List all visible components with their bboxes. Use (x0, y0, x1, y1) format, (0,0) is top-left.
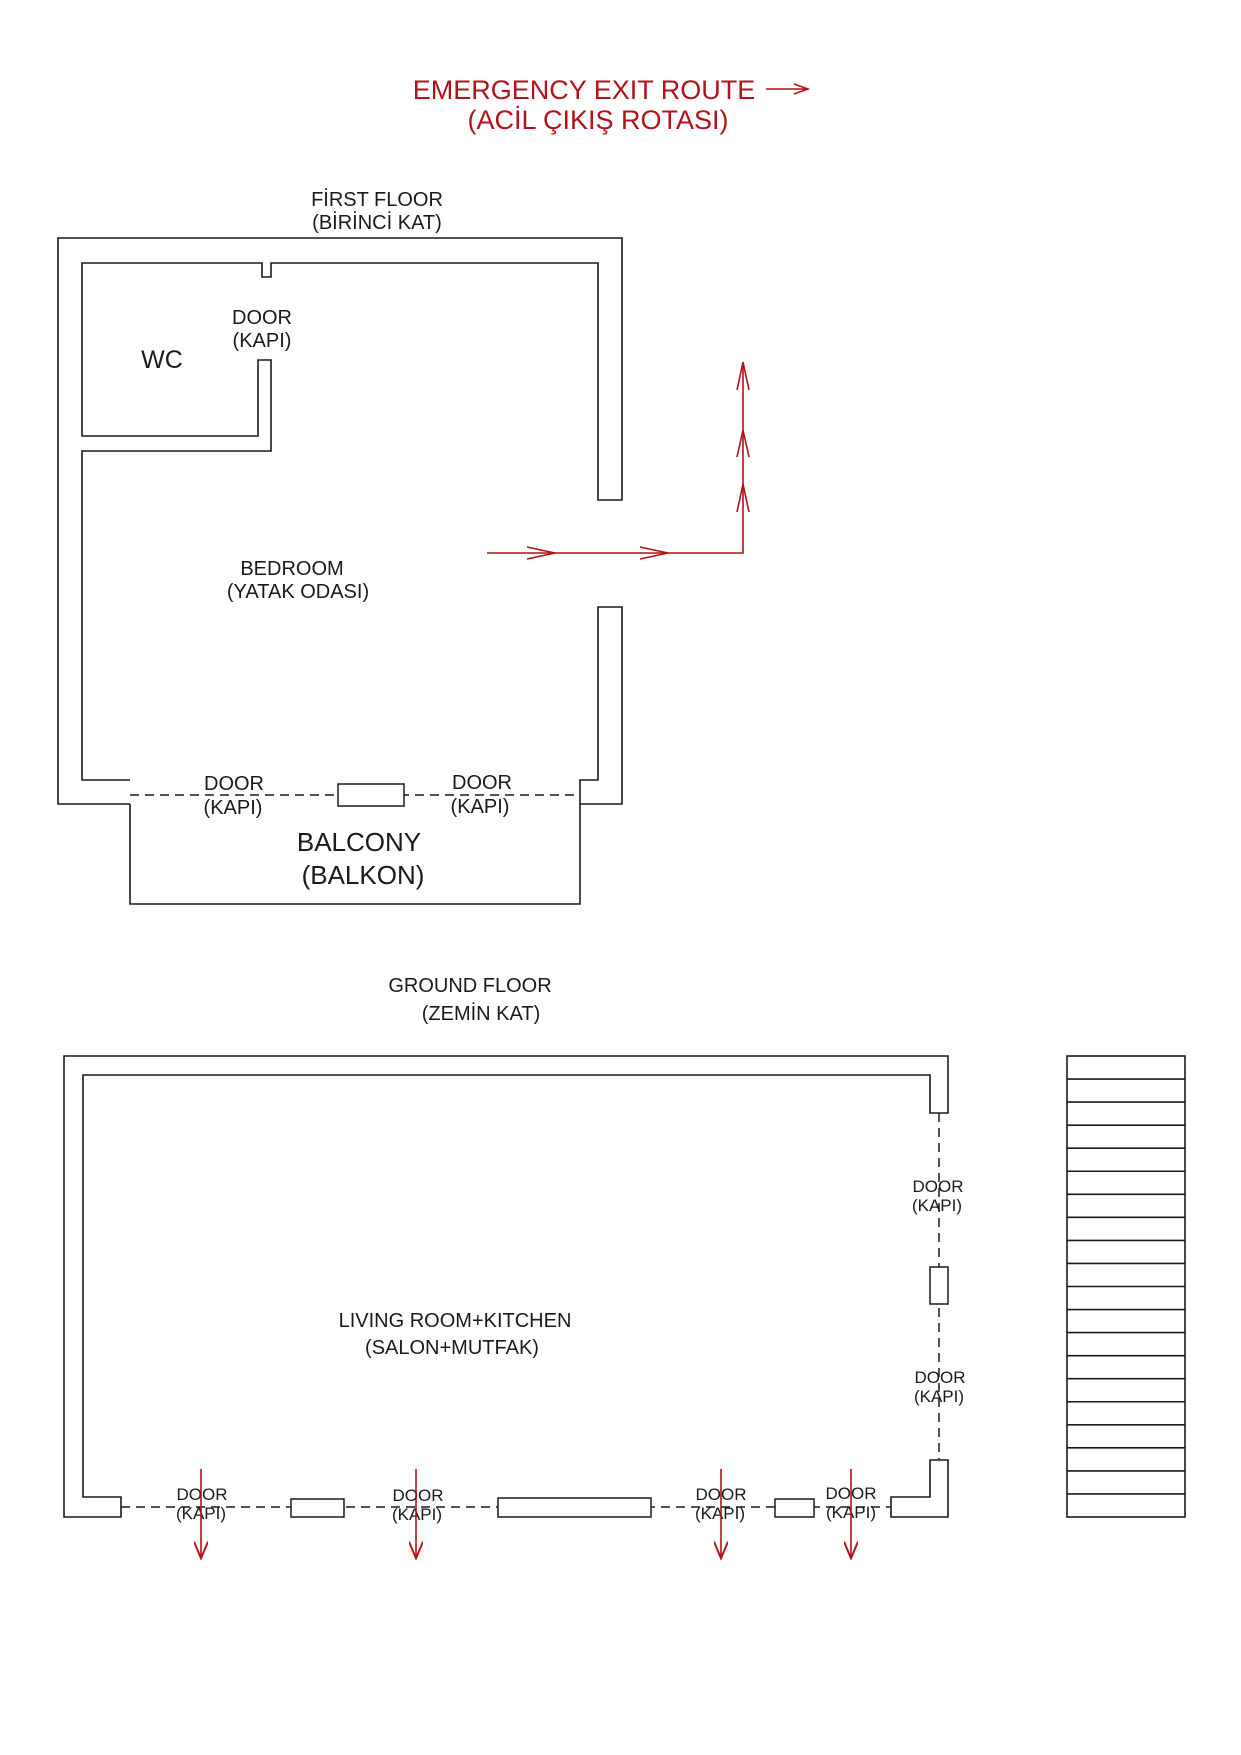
living-room-label: LIVING ROOM+KITCHEN (338, 1310, 572, 1332)
side-door-upper-label: DOOR (912, 1177, 964, 1196)
side-door-lower-sublabel: (KAPI) (913, 1387, 965, 1406)
route-line (487, 365, 743, 553)
legend-subtitle: (ACİL ÇIKIŞ ROTASI) (467, 105, 729, 135)
emergency-route-legend (413, 75, 808, 135)
legend-arrow-icon (766, 84, 808, 94)
door-label: DOOR (825, 1484, 877, 1503)
side-door-lower-label: DOOR (914, 1368, 966, 1387)
door-label: DOOR (392, 1486, 444, 1505)
balcony-window (338, 784, 404, 806)
bottom-door-2 (392, 1469, 444, 1557)
balcony-door-right-label: DOOR (452, 772, 512, 794)
wc-door-sublabel: (KAPI) (232, 330, 292, 352)
balcony-door-right-sublabel: (KAPI) (450, 796, 510, 818)
bottom-window-3 (775, 1499, 814, 1517)
balcony-door-left-label: DOOR (204, 773, 264, 795)
bottom-door-4 (826, 1469, 877, 1557)
side-door-upper-sublabel: (KAPI) (911, 1196, 963, 1215)
stairs (1067, 1056, 1185, 1517)
first-floor-outer-wall (58, 238, 622, 804)
legend-title: EMERGENCY EXIT ROUTE (412, 75, 756, 105)
first-floor-title: FİRST FLOOR (311, 189, 443, 211)
ground-floor-outer-wall (64, 1056, 948, 1517)
bedroom-sublabel: (YATAK ODASI) (226, 581, 370, 603)
first-floor-right-wall-lower (580, 607, 622, 804)
balcony-sublabel: (BALKON) (301, 860, 425, 890)
door-label: DOOR (176, 1485, 228, 1504)
door-sublabel: (KAPI) (694, 1504, 746, 1523)
ground-floor-corner-wall (891, 1460, 948, 1517)
bedroom-label: BEDROOM (240, 558, 344, 580)
balcony-door-left-sublabel: (KAPI) (203, 797, 263, 819)
door-sublabel: (KAPI) (391, 1505, 443, 1524)
living-room-sublabel: (SALON+MUTFAK) (365, 1337, 539, 1359)
bottom-window-2 (498, 1498, 651, 1517)
bottom-window-1 (291, 1499, 344, 1517)
door-sublabel: (KAPI) (825, 1503, 877, 1522)
ground-floor-subtitle: (ZEMİN KAT) (421, 1003, 541, 1025)
bottom-door-1 (176, 1469, 228, 1557)
wc-door-label: DOOR (232, 307, 292, 329)
door-sublabel: (KAPI) (175, 1504, 227, 1523)
wc-label: WC (141, 346, 183, 374)
balcony-label: BALCONY (296, 827, 422, 857)
first-floor-subtitle: (BİRİNCİ KAT) (312, 212, 442, 234)
side-window (930, 1267, 948, 1304)
ground-floor-title: GROUND FLOOR (388, 975, 552, 997)
first-floor-exit-route (487, 362, 749, 559)
ground-floor-plan (64, 975, 1185, 1557)
first-floor-plan (58, 188, 749, 904)
door-label: DOOR (695, 1485, 747, 1504)
bottom-door-3 (695, 1469, 747, 1557)
